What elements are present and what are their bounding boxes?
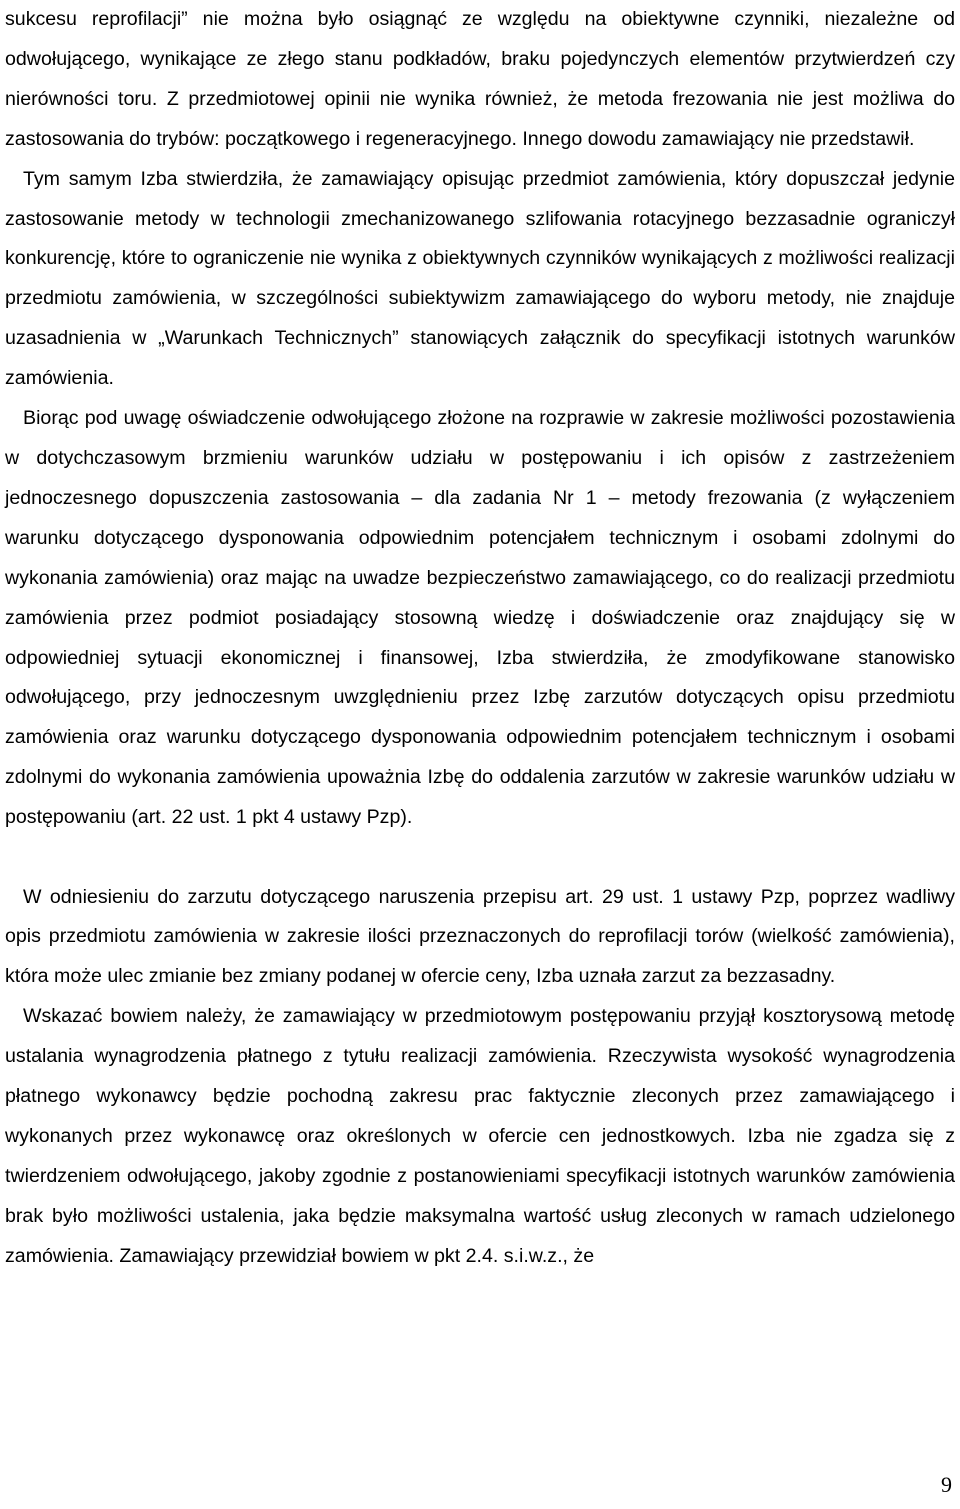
page-number: 9	[941, 1472, 952, 1497]
paragraph-limited-competition: Tym samym Izba stwierdziła, że zamawiający opisując przedmiot zamówienia, który dopuszczał jedynie zastosowanie metody w technologii zmechanizowanego szlifowania rotacyjnego bezzasadnie ograniczył konkurencję, które to ograniczenie nie wynika z obiektywnych czynników wynikających z możliwości realizacji przedmiotu zamówienia, w szczególności subiektywizm zamawiającego do wyboru metody, nie znajduje uzasadnienia w „Warunkach Technicznych” stanowiących załącznik do specyfikacji istotnych warunków zamówienia.	[5, 167, 955, 390]
paragraph-cost-estimate-method: Wskazać bowiem należy, że zamawiający w przedmiotowym postępowaniu przyjął kosztorysową metodę ustalania wynagrodzenia płatnego z tytułu realizacji zamówienia. Rzeczywista wysokość wynagrodzenia płatnego wykonawcy będzie pochodną zakresu prac faktycznie zleconych przez zamawiającego i wykonanych przez wykonawcę oraz określonych w ofercie cen jednostkowych. Izba nie zgadza się z twierdzeniem odwołującego, jakoby zgodnie z postanowieniami specyfikacji istotnych warunków zamówienia brak było możliwości ustalenia, jaka będzie maksymalna wartość usług zleconych w ramach udzielonego zamówienia. Zamawiający przewidział bowiem w pkt 2.4. s.i.w.z., że	[5, 1005, 955, 1267]
document-page	[5, 0, 955, 1277]
paragraph-continuation: sukcesu reprofilacji” nie można było osiągnąć ze względu na obiektywne czynniki, niezależne od odwołującego, wynikające ze złego stanu podkładów, braku pojedynczych elementów przytwierdzeń czy nierówności toru. Z przedmiotowej opinii nie wynika również, że metoda frezowania nie jest możliwa do zastosowania do trybów: początkowego i regeneracyjnego. Innego dowodu zamawiający nie przedstawił.	[5, 8, 955, 150]
paragraph-art-29-claim: W odniesieniu do zarzutu dotyczącego naruszenia przepisu art. 29 ust. 1 ustawy Pzp, poprzez wadliwy opis przedmiotu zamówienia w zakresie ilości przeznaczonych do reprofilacji torów (wielkość zamówienia), która może ulec zmianie bez zmiany podanej w ofercie ceny, Izba uznała zarzut za bezzasadny.	[5, 885, 955, 988]
paragraph-statement-of-appellant: Biorąc pod uwagę oświadczenie odwołującego złożone na rozprawie w zakresie możliwości pozostawienia w dotychczasowym brzmieniu warunków udziału w postępowaniu i ich opisów z zastrzeżeniem jednoczesnego dopuszczenia zastosowania – dla zadania Nr 1 – metody frezowania (z wyłączeniem warunku dotyczącego dysponowania odpowiednim potencjałem technicznym i osobami zdolnymi do wykonania zamówienia) oraz mając na uwadze bezpieczeństwo zamawiającego, co do realizacji przedmiotu zamówienia przez podmiot posiadający stosowną wiedzę i doświadczenie oraz znajdujący się w odpowiedniej sytuacji ekonomicznej i finansowej, Izba stwierdziła, że zmodyfikowane stanowisko odwołującego, przy jednoczesnym uwzględnieniu przez Izbę zarzutów dotyczących opisu przedmiotu zamówienia oraz warunku dotyczącego dysponowania odpowiednim potencjałem technicznym i osobami zdolnymi do wykonania zamówienia upoważnia Izbę do oddalenia zarzutów w zakresie warunków udziału w postępowaniu (art. 22 ust. 1 pkt 4 ustawy Pzp).	[5, 407, 955, 829]
